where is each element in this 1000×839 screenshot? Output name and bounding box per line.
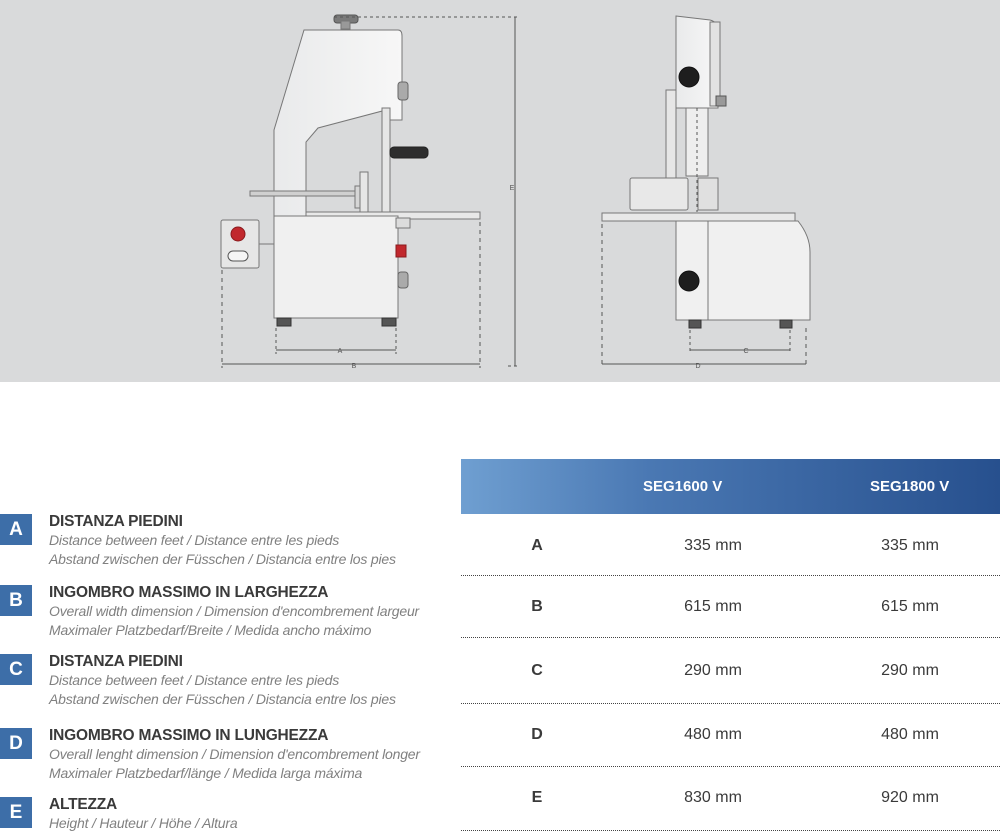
legend-title: DISTANZA PIEDINI — [49, 653, 183, 670]
front-view — [221, 15, 480, 326]
table-cell: 335 mm — [684, 537, 742, 554]
row-divider — [461, 703, 1000, 704]
side-view-dimension-labels — [695, 348, 748, 370]
legend-title: INGOMBRO MASSIMO IN LARGHEZZA — [49, 584, 329, 601]
table-cell: 335 mm — [881, 537, 939, 554]
row-divider — [461, 830, 1000, 831]
legend-description-line1: Overall lenght dimension / Dimension d'encombrement longer — [49, 746, 420, 762]
table-cell: 615 mm — [881, 598, 939, 615]
legend-description-line1: Distance between feet / Distance entre les pieds — [49, 532, 340, 548]
table-cell: 480 mm — [684, 726, 742, 743]
legend-description-line1: Height / Hauteur / Höhe / Altura — [49, 815, 238, 831]
legend-title: INGOMBRO MASSIMO IN LUNGHEZZA — [49, 727, 329, 744]
legend-title: ALTEZZA — [49, 796, 118, 813]
legend-letter-badge: A — [0, 514, 32, 545]
table-cell: 290 mm — [881, 662, 939, 679]
row-label: B — [531, 598, 543, 615]
column-header-seg1800: SEG1800 V — [870, 478, 950, 495]
legend-description-line1: Overall width dimension / Dimension d'encombrement largeur — [49, 603, 420, 619]
technical-drawing — [0, 0, 1000, 382]
table-header — [461, 459, 1000, 514]
column-header-seg1600: SEG1600 V — [643, 478, 723, 495]
row-label: A — [531, 537, 543, 554]
legend-description-line2: Maximaler Platzbedarf/Breite / Medida ancho máximo — [49, 622, 372, 638]
table-cell: 290 mm — [684, 662, 742, 679]
legend-letter-badge: C — [0, 654, 32, 685]
technical-drawing-panel — [0, 0, 1000, 382]
legend-letter-badge: D — [0, 728, 32, 759]
legend-letter-badge: B — [0, 585, 32, 616]
dim-label-e: E — [509, 185, 515, 192]
table-cell: 480 mm — [881, 726, 939, 743]
table-cell: 920 mm — [881, 789, 939, 806]
legend-description-line2: Maximaler Platzbedarf/länge / Medida larga máxima — [49, 765, 363, 781]
row-divider — [461, 766, 1000, 767]
legend-description-line2: Abstand zwischen der Füsschen / Distancia entre los pies — [49, 691, 396, 707]
legend-description-line2: Abstand zwischen der Füsschen / Distancia entre los pies — [49, 551, 396, 567]
row-divider — [461, 575, 1000, 576]
row-divider — [461, 637, 1000, 638]
dim-label-d: D — [695, 363, 701, 370]
row-label: D — [531, 726, 543, 743]
dim-label-a: A — [337, 348, 343, 355]
legend-title: DISTANZA PIEDINI — [49, 513, 183, 530]
legend-letter-badge: E — [0, 797, 32, 828]
legend-description-line1: Distance between feet / Distance entre les pieds — [49, 672, 340, 688]
side-view — [602, 16, 810, 328]
table-cell: 830 mm — [684, 789, 742, 806]
dim-label-b: B — [351, 363, 357, 370]
row-label: C — [531, 662, 543, 679]
dim-label-c: C — [743, 348, 749, 355]
table-cell: 615 mm — [684, 598, 742, 615]
row-label: E — [531, 789, 543, 806]
